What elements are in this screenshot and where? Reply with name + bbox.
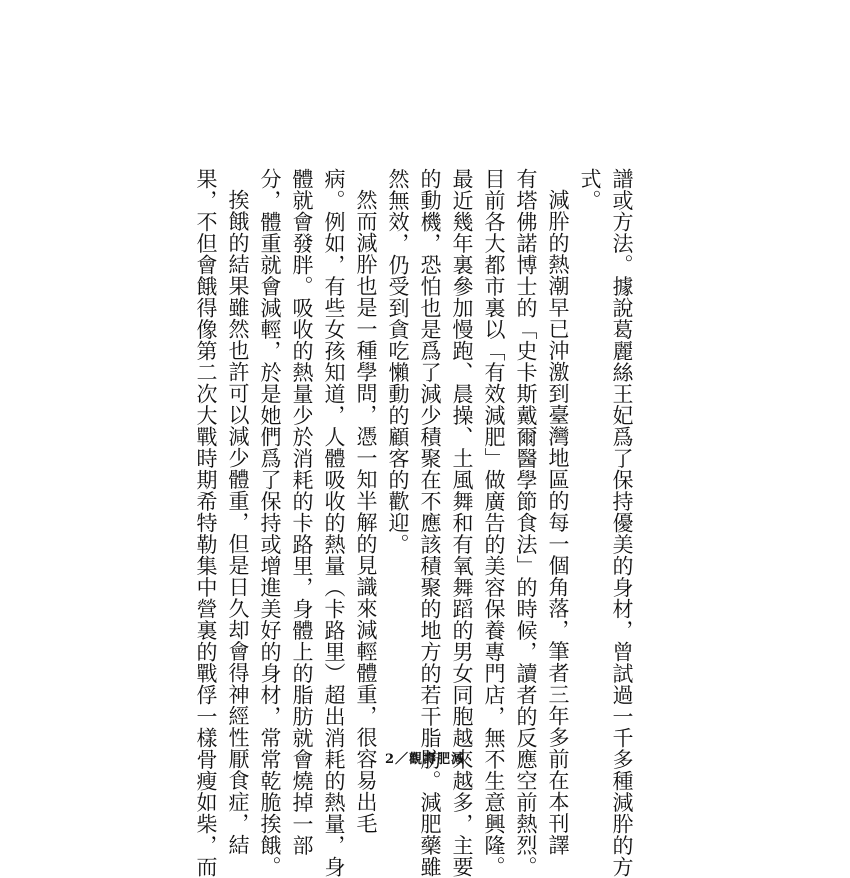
text-column-8: 然無效，仍受到貪吃懶動的顧客的歡迎。 — [386, 168, 410, 555]
text-column-2: 式。 — [578, 168, 602, 211]
text-column-4: 有塔佛諾博士的「史卡斯戴爾醫學節食法」的時候，讀者的反應空前熱烈。 — [514, 168, 538, 878]
text-column-5: 目前各大都市裏以「有效減肥」做廣告的美容保養專門店，無不生意興隆。 — [482, 168, 506, 878]
text-column-3: 減肸的熱潮早已沖激到臺灣地區的每一個角落，筆者三年多前在本刊譯 — [546, 189, 570, 856]
text-column-7: 的動機，恐怕也是爲了減少積聚在不應該積聚的地方的若干脂肪。減肥藥雖 — [418, 168, 442, 878]
text-column-1: 譜或方法。據說葛麗絲王妃爲了保持優美的身材，曾試過一千多種減肸的方 — [610, 168, 634, 878]
page-footer-folio: 2／觀壽肥減 — [384, 752, 466, 767]
text-column-11: 體就會發胖。吸收的熱量少於消耗的卡路里，身體上的脂肪就會燒掉一部 — [290, 168, 314, 856]
text-column-12: 分，體重就會減輕，於是她們爲了保持或增進美好的身材，常常乾脆挨餓。 — [258, 168, 282, 878]
text-column-13: 挨餓的結果雖然也許可以減少體重，但是日久却會得神經性厭食症，結 — [226, 189, 250, 856]
text-column-9: 然而減肸也是一種學問，憑一知半解的見識來減輕體重，很容易出毛 — [354, 189, 378, 834]
text-column-6: 最近幾年裏參加慢跑、晨操、土風舞和有氧舞蹈的男女同胞越來越多，主要 — [450, 168, 474, 878]
text-column-14: 果，不但會餓得像第二次大戰時期希特勒集中營裏的戰俘一樣骨瘦如柴，而 — [194, 168, 218, 878]
text-column-10: 病。例如，有些女孩知道，人體吸收的熱量（卡路里）超出消耗的熱量，身 — [322, 168, 346, 878]
